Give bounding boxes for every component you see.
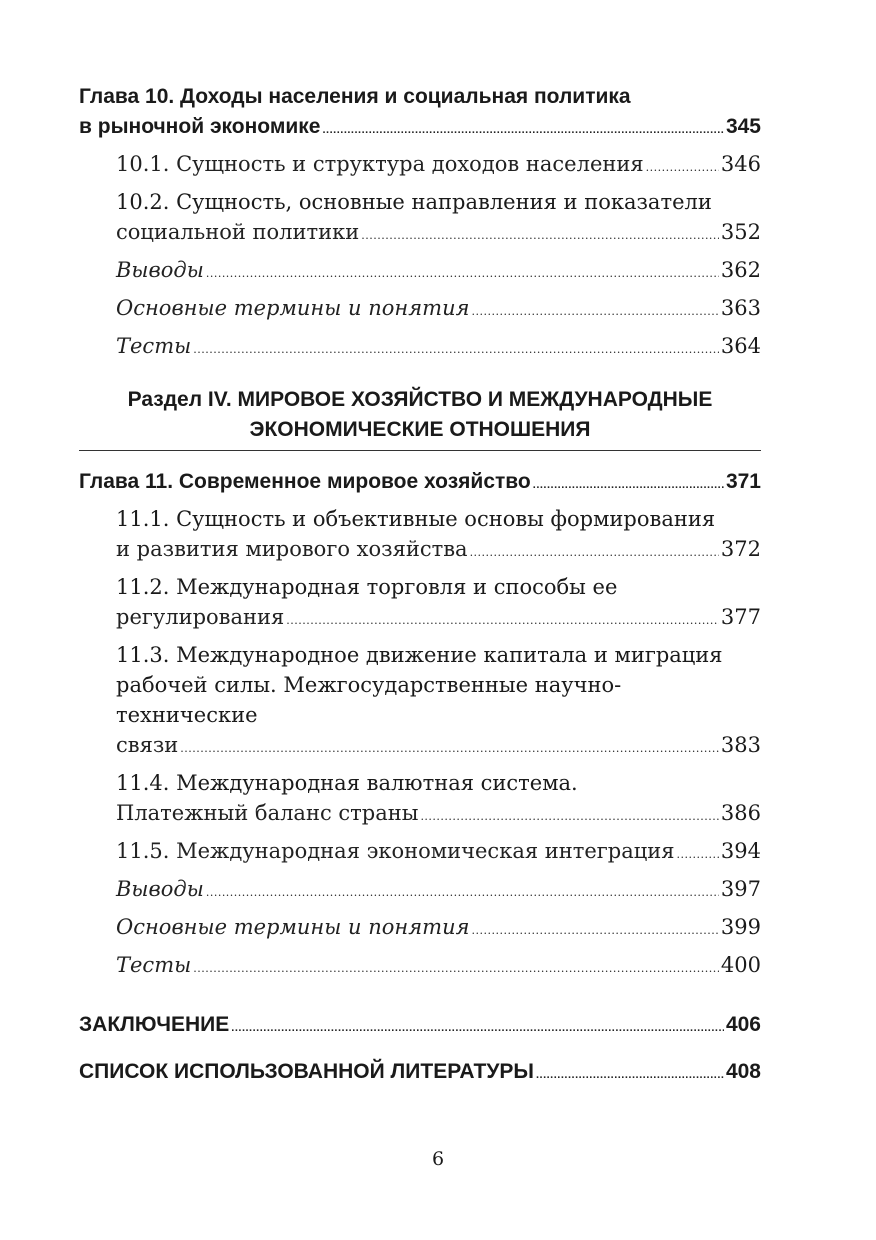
page-ref: 408 [725, 1060, 761, 1083]
item-title: Тесты [116, 953, 192, 977]
dot-leader [470, 538, 719, 568]
dot-leader [286, 606, 719, 636]
chapter-title-line: в рыночной экономике [79, 115, 321, 138]
dot-leader [322, 115, 723, 145]
dot-leader [646, 153, 719, 183]
toc-item-tests-11[interactable] [79, 950, 761, 984]
item-title: Основные термины и понятия [116, 915, 470, 939]
toc-item-terms-10[interactable] [79, 293, 761, 327]
dot-leader [677, 840, 719, 870]
section-heading-line: ЭКОНОМИЧЕСКИЕ ОТНОШЕНИЯ [249, 418, 591, 441]
dot-leader [193, 954, 719, 984]
toc-item-tests-10[interactable] [79, 331, 761, 365]
page-ref: 362 [720, 258, 761, 282]
page-ref: 397 [720, 877, 761, 901]
dot-leader [472, 297, 719, 327]
page-ref: 372 [720, 537, 761, 561]
dot-leader [193, 335, 719, 365]
page-ref: 383 [720, 733, 761, 757]
toc-item-conclusions-10[interactable] [79, 255, 761, 289]
page-ref: 371 [725, 470, 761, 493]
item-title: Выводы [116, 258, 204, 282]
item-title-line: 11.3. Международное движение капитала и миграция [116, 643, 723, 667]
item-title: 10.1. Сущность и структура доходов населения [116, 152, 644, 176]
dot-leader [420, 802, 718, 832]
item-title-line: 11.1. Сущность и объективные основы формирования [116, 507, 716, 531]
toc-item-conclusions-11[interactable] [79, 874, 761, 908]
dot-leader [533, 470, 724, 500]
dot-leader [206, 259, 719, 289]
item-title-line: 10.2. Сущность, основные направления и показатели [116, 190, 712, 214]
page-ref: 406 [725, 1013, 761, 1036]
toc-references[interactable] [79, 1057, 761, 1090]
dot-leader [206, 878, 719, 908]
toc-conclusion[interactable] [79, 1010, 761, 1043]
item-title: социальной политики [116, 220, 360, 244]
item-title: связи [116, 733, 179, 757]
toc-item-terms-11[interactable] [79, 912, 761, 946]
dot-leader [536, 1060, 724, 1090]
dot-leader [361, 221, 719, 251]
page-ref: 394 [720, 839, 761, 863]
item-title: регулирования [116, 605, 285, 629]
toc-item-10-2[interactable] [79, 187, 761, 251]
page-ref: 363 [720, 296, 761, 320]
item-title-line: рабочей силы. Межгосударственные научно-технические [116, 673, 622, 727]
toc-item-11-5[interactable] [79, 836, 761, 870]
toc-item-11-2[interactable] [79, 572, 761, 636]
chapter-title-line: Глава 10. Доходы населения и социальная политика [79, 85, 631, 108]
page-ref: 386 [720, 801, 761, 825]
dot-leader [231, 1013, 724, 1043]
toc-item-11-3[interactable] [79, 640, 761, 764]
item-title: СПИСОК ИСПОЛЬЗОВАННОЙ ЛИТЕРАТУРЫ [79, 1060, 534, 1083]
item-title: Тесты [116, 334, 192, 358]
dot-leader [472, 916, 719, 946]
item-title: Выводы [116, 877, 204, 901]
page-ref: 346 [720, 152, 761, 176]
page-ref: 352 [720, 220, 761, 244]
toc-chapter-10[interactable] [79, 82, 761, 145]
page-number: 6 [431, 1148, 445, 1170]
toc-item-10-1[interactable] [79, 149, 761, 183]
chapter-title-line: Глава 11. Современное мировое хозяйство [79, 470, 531, 493]
item-title: ЗАКЛЮЧЕНИЕ [79, 1013, 230, 1036]
section-heading [79, 385, 761, 451]
item-title: и развития мирового хозяйства [116, 537, 468, 561]
item-title: Основные термины и понятия [116, 296, 470, 320]
page-ref: 399 [720, 915, 761, 939]
page-ref: 364 [720, 334, 761, 358]
dot-leader [180, 734, 719, 764]
page-ref: 377 [720, 605, 761, 629]
toc-item-11-4[interactable] [79, 768, 761, 832]
toc-item-11-1[interactable] [79, 504, 761, 568]
page-ref: 400 [720, 953, 761, 977]
table-of-contents [79, 82, 761, 1090]
section-heading-line: Раздел IV. МИРОВОЕ ХОЗЯЙСТВО И МЕЖДУНАРОДНЫЕ [127, 388, 713, 411]
item-title-line: 11.2. Международная торговля и способы ее [116, 575, 618, 599]
toc-chapter-11[interactable] [79, 467, 761, 500]
page-ref: 345 [725, 115, 761, 138]
item-title-line: 11.4. Международная валютная система. [116, 771, 578, 795]
item-title: 11.5. Международная экономическая интеграция [116, 839, 675, 863]
item-title: Платежный баланс страны [116, 801, 419, 825]
